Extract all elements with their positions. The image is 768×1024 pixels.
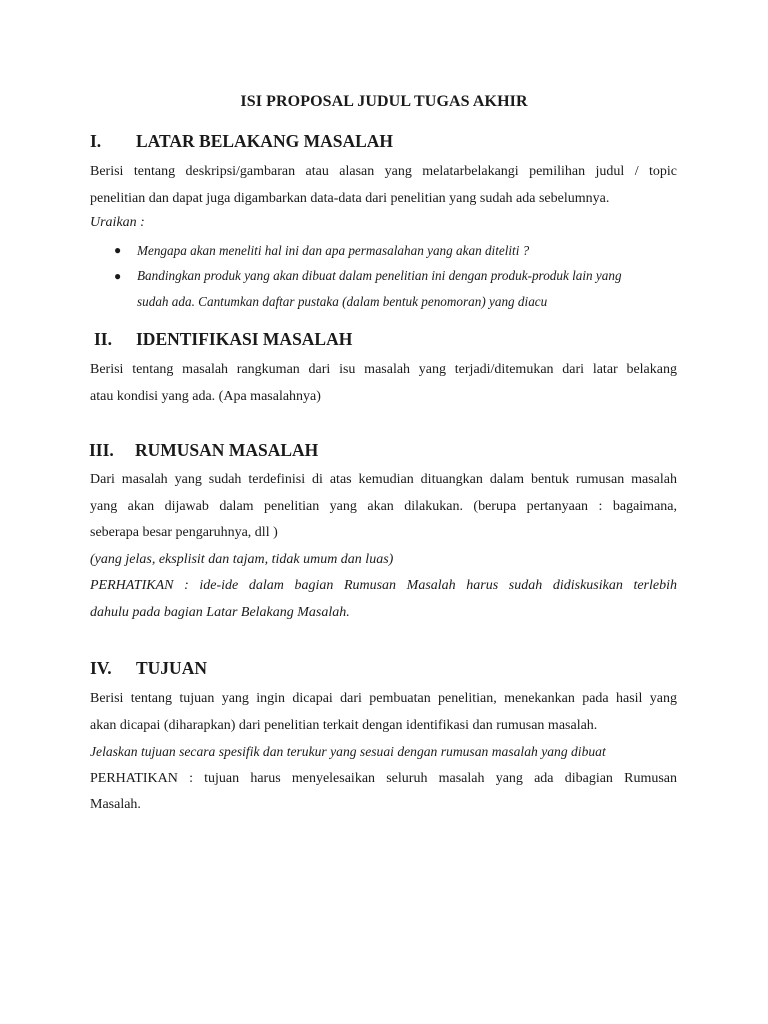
section-number: III. (89, 440, 114, 460)
paragraph-line: penelitian dan dapat juga digambarkan data-data dari penelitian yang sudah ada sebelumnya. (90, 190, 610, 206)
section-paragraph (90, 686, 677, 819)
paragraph-line: Dari masalah yang sudah terdefinisi di atas kemudian dituangkan dalam bentuk rumusan masalah (90, 472, 677, 487)
document-title: ISI PROPOSAL JUDUL TUGAS AKHIR (240, 93, 528, 110)
section-heading-tujuan (90, 658, 207, 679)
section-number: II. (94, 329, 112, 349)
bullet-line: Mengapa akan meneliti hal ini dan apa permasalahan yang akan diteliti ? (137, 243, 530, 258)
section-title: LATAR BELAKANG MASALAH (136, 131, 394, 151)
italic-note: Jelaskan tujuan secara spesifik dan terukur yang sesuai dengan rumusan masalah yang dibuat (90, 744, 606, 759)
warning-line: Masalah. (90, 797, 141, 812)
bullet-list (114, 238, 680, 315)
list-item (114, 263, 680, 315)
bullet-line: Bandingkan produk yang akan dibuat dalam penelitian ini dengan produk-produk lain yang (137, 268, 622, 283)
section-paragraph (90, 159, 677, 234)
paragraph-line: Berisi tentang masalah rangkuman dari isu masalah yang terjadi/ditemukan dari latar belakang (90, 362, 677, 377)
section-title: IDENTIFIKASI MASALAH (136, 329, 353, 349)
section-title: RUMUSAN MASALAH (135, 440, 319, 460)
section-number: IV. (90, 658, 112, 678)
paragraph-line: seberapa besar pengaruhnya, dll ) (90, 525, 278, 540)
section-paragraph (90, 357, 677, 410)
section-heading-latar-belakang (90, 131, 393, 152)
paragraph-line: atau kondisi yang ada. (Apa masalahnya) (90, 388, 321, 404)
section-heading-identifikasi (94, 329, 352, 350)
uraikan-note: Uraikan : (90, 215, 145, 230)
section-heading-rumusan (89, 440, 318, 461)
bullet-line: sudah ada. Cantumkan daftar pustaka (dalam bentuk penomoran) yang diacu (137, 294, 548, 309)
list-item (114, 238, 680, 263)
paragraph-line: akan dicapai (diharapkan) dari penelitian terkait dengan identifikasi dan rumusan masalah. (90, 717, 598, 733)
paragraph-line: yang akan dijawab dalam penelitian yang akan dilakukan. (berupa pertanyaan : bagaimana, (90, 498, 677, 514)
warning-line: PERHATIKAN : tujuan harus menyelesaikan seluruh masalah yang ada dibagian Rumusan (90, 770, 677, 786)
bullet-icon: ● (114, 269, 122, 283)
section-paragraph (90, 467, 677, 626)
warning-line: PERHATIKAN : ide-ide dalam bagian Rumusan Masalah harus sudah didiskusikan terlebih (90, 578, 677, 593)
section-number: I. (90, 131, 102, 151)
bullet-icon: ● (114, 243, 122, 257)
warning-line: dahulu pada bagian Latar Belakang Masalah. (90, 604, 350, 620)
italic-note: (yang jelas, eksplisit dan tajam, tidak umum dan luas) (90, 551, 394, 567)
paragraph-line: Berisi tentang tujuan yang ingin dicapai dari pembuatan penelitian, menekankan pada hasil yang (90, 691, 677, 706)
section-title: TUJUAN (136, 658, 207, 678)
paragraph-line: Berisi tentang deskripsi/gambaran atau alasan yang melatarbelakangi pemilihan judul / topic (90, 164, 677, 179)
